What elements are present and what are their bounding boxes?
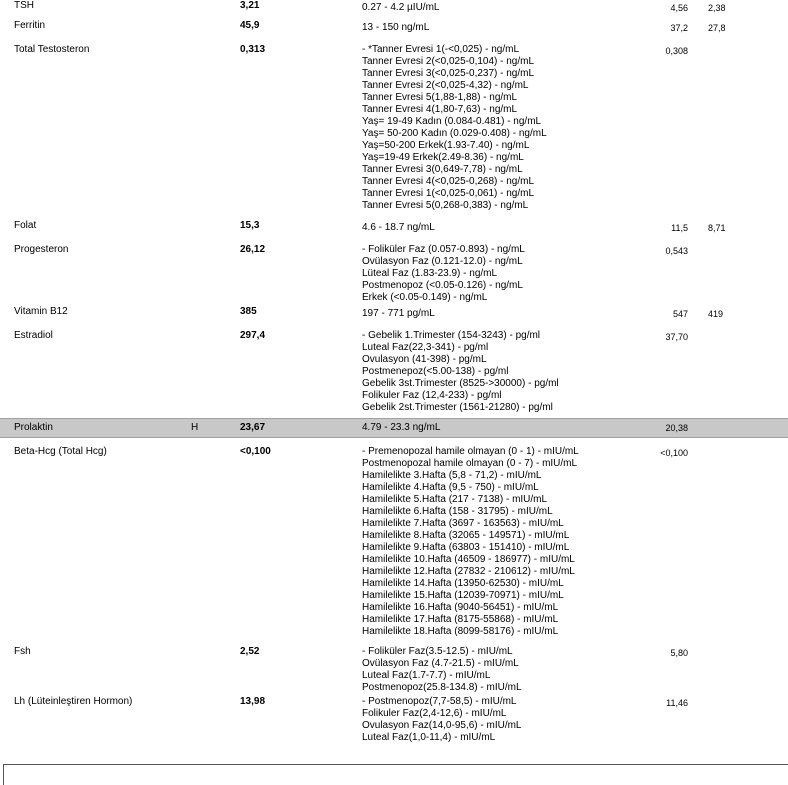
reference-line: Tanner Evresi 5(0,268-0,383) - ng/mL (362, 200, 529, 211)
test-name: Progesteron (14, 244, 69, 255)
reference-line: Luteal Faz(1.7-7.7) - mIU/mL (362, 670, 491, 681)
reference-line: Folikuler Faz(2,4-12,6) - mIU/mL (362, 708, 507, 719)
reference-line: Hamilelikte 6.Hafta (158 - 31795) - mIU/mL (362, 506, 553, 517)
reference-line: Postmenepoz(<5.00-138) - pg/ml (362, 366, 509, 377)
table-row (0, 220, 788, 234)
reference-range (362, 244, 525, 304)
reference-line: 0.27 - 4.2 µIU/mL (362, 2, 440, 13)
previous-result-1: 20,38 (665, 423, 688, 433)
reference-line: Hamilelikte 18.Hafta (8099-58176) - mIU/mL (362, 626, 559, 637)
table-row (0, 446, 788, 642)
reference-line: Tanner Evresi 4(1,80-7,63) - ng/mL (362, 104, 518, 115)
reference-line: Yaş= 50-200 Kadın (0.029-0.408) - ng/mL (362, 128, 547, 139)
previous-result-2: 2,38 (708, 3, 726, 13)
reference-line: 4.6 - 18.7 ng/mL (362, 222, 435, 233)
result-value: 3,21 (240, 0, 260, 11)
reference-range (362, 422, 440, 434)
table-row (0, 0, 788, 14)
reference-line: - Postmenopoz(7,7-58,5) - mIU/mL (362, 696, 517, 707)
previous-result-1: 37,70 (665, 332, 688, 342)
reference-line: Hamilelikte 16.Hafta (9040-56451) - mIU/mL (362, 602, 559, 613)
reference-line: Yaş= 19-49 Kadın (0.084-0.481) - ng/mL (362, 116, 542, 127)
reference-range (362, 44, 547, 212)
reference-line: 197 - 771 pg/mL (362, 308, 435, 319)
reference-line: Ovulasyon (41-398) - pg/mL (362, 354, 487, 365)
result-value: 0,313 (240, 44, 266, 55)
reference-range (362, 222, 435, 234)
reference-line: Tanner Evresi 1(<0,025-0,061) - ng/mL (362, 188, 535, 199)
previous-result-1: 4,56 (670, 3, 688, 13)
reference-line: 13 - 150 ng/mL (362, 22, 430, 33)
reference-line: Luteal Faz(22,3-341) - pg/ml (362, 342, 489, 353)
previous-result-2: 27,8 (708, 23, 726, 33)
reference-line: Hamilelikte 4.Hafta (9,5 - 750) - mIU/mL (362, 482, 539, 493)
test-name: Lh (Lüteinleştiren Hormon) (14, 696, 133, 707)
previous-result-1: 5,80 (670, 648, 688, 658)
reference-line: Yaş=50-200 Erkek(1.93-7.40) - ng/mL (362, 140, 530, 151)
reference-line: - Gebelik 1.Trimester (154-3243) - pg/ml (362, 330, 541, 341)
reference-line: Hamilelikte 12.Hafta (27832 - 210612) - mIU/mL (362, 566, 575, 577)
reference-line: Postmenopoz (<0.05-0.126) - ng/mL (362, 280, 523, 291)
reference-range (362, 446, 579, 638)
test-name: TSH (14, 0, 34, 11)
reference-range (362, 22, 429, 34)
reference-line: Hamilelikte 17.Hafta (8175-55868) - mIU/mL (362, 614, 559, 625)
reference-line: Postmenopoz(25.8-134.8) - mIU/mL (362, 682, 522, 693)
previous-result-1: <0,100 (660, 448, 688, 458)
reference-line: Lüteal Faz (1.83-23.9) - ng/mL (362, 268, 498, 279)
reference-range (362, 646, 522, 694)
reference-line: Tanner Evresi 3(0,649-7,78) - ng/mL (362, 164, 523, 175)
reference-line: Hamilelikte 14.Hafta (13950-62530) - mIU/mL (362, 578, 564, 589)
result-value: 45,9 (240, 20, 260, 31)
previous-result-1: 37,2 (670, 23, 688, 33)
previous-result-1: 0,308 (665, 46, 688, 56)
reference-line: Tanner Evresi 2(<0,025-0,104) - ng/mL (362, 56, 535, 67)
reference-line: - *Tanner Evresi 1(-<0,025) - ng/mL (362, 44, 520, 55)
reference-line: - Foliküler Faz (0.057-0.893) - ng/mL (362, 244, 525, 255)
reference-line: Ovulasyon Faz(14,0-95,6) - mIU/mL (362, 720, 522, 731)
previous-result-1: 0,543 (665, 246, 688, 256)
reference-range (362, 696, 522, 744)
previous-result-2: 8,71 (708, 223, 726, 233)
result-value: 26,12 (240, 244, 266, 255)
reference-range (362, 330, 559, 414)
reference-line: Tanner Evresi 4(<0,025-0,268) - ng/mL (362, 176, 535, 187)
table-row (0, 306, 788, 320)
footer-box (3, 764, 788, 785)
previous-result-1: 547 (672, 309, 688, 319)
reference-line: Hamilelikte 9.Hafta (63803 - 151410) - mIU/mL (362, 542, 570, 553)
reference-line: Tanner Evresi 3(<0,025-0,237) - ng/mL (362, 68, 535, 79)
reference-line: Hamilelikte 7.Hafta (3697 - 163563) - mIU/mL (362, 518, 564, 529)
table-row (0, 244, 788, 304)
reference-line: Luteal Faz(1,0-11,4) - mIU/mL (362, 732, 496, 743)
reference-line: Erkek (<0.05-0.149) - ng/mL (362, 292, 488, 303)
reference-line: Ovülasyon Faz (4.7-21.5) - mIU/mL (362, 658, 519, 669)
previous-result-1: 11,5 (671, 223, 688, 233)
test-name: Vitamin B12 (14, 306, 68, 317)
result-value: 385 (240, 306, 257, 317)
test-name: Fsh (14, 646, 31, 657)
reference-line: Hamilelikte 10.Hafta (46509 - 186977) - mIU/mL (362, 554, 575, 565)
reference-line: Hamilelikte 15.Hafta (12039-70971) - mIU/mL (362, 590, 564, 601)
table-row (0, 696, 788, 744)
reference-line: Hamilelikte 3.Hafta (5,8 - 71,2) - mIU/mL (362, 470, 542, 481)
reference-range (362, 2, 439, 14)
test-name: Folat (14, 220, 37, 231)
reference-line: Gebelik 2st.Trimester (1561-21280) - pg/ml (362, 402, 553, 413)
reference-line: Hamilelikte 8.Hafta (32065 - 149571) - mIU/mL (362, 530, 570, 541)
reference-line: Folikuler Faz (12,4-233) - pg/ml (362, 390, 502, 401)
result-value: 13,98 (240, 696, 266, 707)
reference-line: Gebelik 3st.Trimester (8525->30000) - pg/ml (362, 378, 559, 389)
result-flag: H (191, 422, 199, 433)
reference-line: Hamilelikte 5.Hafta (217 - 7138) - mIU/mL (362, 494, 548, 505)
table-row (0, 330, 788, 414)
reference-line: 4.79 - 23.3 ng/mL (362, 422, 441, 433)
test-name: Beta-Hcg (Total Hcg) (14, 446, 107, 457)
table-row (0, 20, 788, 34)
table-row (0, 418, 788, 438)
reference-line: Postmenopozal hamile olmayan (0 - 7) - mIU/mL (362, 458, 578, 469)
test-name: Prolaktin (14, 422, 53, 433)
table-row (0, 44, 788, 216)
result-value: 2,52 (240, 646, 260, 657)
test-name: Total Testosteron (14, 44, 90, 55)
reference-range (362, 308, 435, 320)
reference-line: Tanner Evresi 5(1,88-1,88) - ng/mL (362, 92, 518, 103)
previous-result-1: 11,46 (666, 698, 688, 708)
test-name: Ferritin (14, 20, 46, 31)
reference-line: Tanner Evresi 2(<0,025-4,32) - ng/mL (362, 80, 529, 91)
reference-line: - Foliküler Faz(3.5-12.5) - mIU/mL (362, 646, 513, 657)
result-value: 15,3 (240, 220, 260, 231)
result-value: <0,100 (240, 446, 271, 457)
reference-line: Ovülasyon Faz (0.121-12.0) - ng/mL (362, 256, 523, 267)
test-name: Estradiol (14, 330, 53, 341)
reference-line: Yaş=19-49 Erkek(2.49-8.36) - ng/mL (362, 152, 524, 163)
table-row (0, 646, 788, 694)
previous-result-2: 419 (708, 309, 724, 319)
reference-line: - Premenopozal hamile olmayan (0 - 1) - mIU/mL (362, 446, 579, 457)
result-value: 297,4 (240, 330, 266, 341)
result-value: 23,67 (240, 422, 266, 433)
